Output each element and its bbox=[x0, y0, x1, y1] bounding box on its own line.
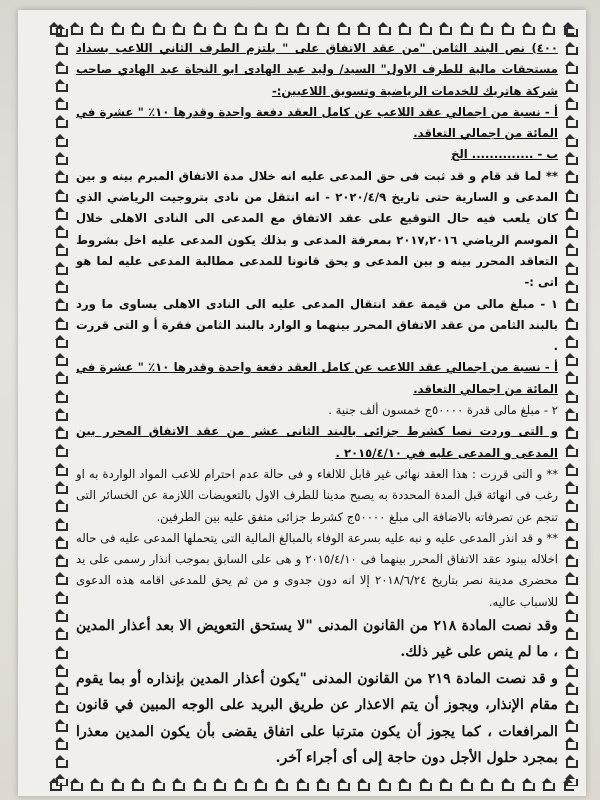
house-ornament-icon bbox=[377, 778, 389, 790]
house-ornament-icon bbox=[564, 755, 576, 767]
house-ornament-icon bbox=[54, 408, 66, 420]
house-ornament-icon bbox=[54, 134, 66, 146]
house-ornament-icon bbox=[564, 225, 576, 237]
clause-item-a: أ - نسبة من اجمالي عقد اللاعب عن كامل العقد دفعة واحدة وقدرها ١٠٪ " عشرة في المائة من اجمالي التعاقد. bbox=[76, 104, 558, 141]
house-ornament-icon bbox=[564, 646, 576, 658]
house-ornament-icon bbox=[54, 390, 66, 402]
house-ornament-icon bbox=[336, 778, 348, 790]
house-ornament-icon bbox=[564, 737, 576, 749]
house-ornament-icon bbox=[54, 627, 66, 639]
house-ornament-icon bbox=[54, 536, 66, 548]
house-ornament-icon bbox=[564, 499, 576, 511]
house-ornament-icon bbox=[564, 444, 576, 456]
house-ornament-icon bbox=[54, 42, 66, 54]
house-ornament-icon bbox=[541, 22, 553, 34]
house-ornament-icon bbox=[54, 646, 66, 658]
house-ornament-icon bbox=[479, 22, 491, 34]
house-ornament-icon bbox=[564, 481, 576, 493]
house-ornament-icon bbox=[54, 152, 66, 164]
house-ornament-icon bbox=[54, 170, 66, 182]
paragraph-claim: ** لما قد قام و قد ثبت فى حق المدعى عليه انه خلال مدة الاتفاق المبرم بينه و بين المدعى و السارية حتى تاريخ ٢٠٢٠/٤/٩ - انه انتقل من نادى بتروجيت الرياضي الذي كان يلعب فيه حال التوقيع على عقد الاتفاق مع المدعى الى النادى الاهلى خلال الموسم الرياضي ٢٠١٧,٢٠١٦ بمعرفة المدعى و بذلك يكون المدعى عليه اخل بشروط التعاقد المحرر بينه و بين المدعى و يحق قانونا للمدعى مطالبة المدعى عليه لما هو اتى :- bbox=[76, 168, 558, 290]
house-ornament-icon bbox=[521, 778, 533, 790]
house-ornament-icon bbox=[54, 317, 66, 329]
house-ornament-icon bbox=[564, 518, 576, 530]
house-ornament-icon bbox=[564, 700, 576, 712]
house-ornament-icon bbox=[54, 591, 66, 603]
house-ornament-icon bbox=[564, 774, 576, 786]
house-ornament-icon bbox=[500, 778, 512, 790]
house-ornament-icon bbox=[564, 572, 576, 584]
house-ornament-icon bbox=[564, 243, 576, 255]
house-ornament-icon bbox=[54, 262, 66, 274]
house-ornament-icon bbox=[54, 737, 66, 749]
paragraph-article-219: و قد نصت المادة ٢١٩ من القانون المدنى "يكون أعذار المدين بإنذاره أو بما يقوم مقام الإنذار، ويجوز أن يتم الاعذار عن طريق البريد على الوجه المبين في قانون المرافعات ، كما يجوز أن يكون مترتبا على اتفاق يقضى بأن يكون المدين معذرا بمجرد حلول الأجل دون حاجة إلى أى أجراء آخر. bbox=[76, 670, 559, 767]
house-ornament-icon bbox=[54, 755, 66, 767]
house-ornament-icon bbox=[54, 700, 66, 712]
house-ornament-icon bbox=[54, 719, 66, 731]
house-ornament-icon bbox=[564, 298, 576, 310]
house-ornament-icon bbox=[459, 778, 471, 790]
house-ornament-icon bbox=[418, 778, 430, 790]
house-ornament-icon bbox=[479, 778, 491, 790]
house-ornament-icon bbox=[564, 189, 576, 201]
house-ornament-icon bbox=[151, 778, 163, 790]
decorative-border-bottom bbox=[48, 778, 574, 792]
house-ornament-icon bbox=[564, 627, 576, 639]
house-ornament-icon bbox=[54, 115, 66, 127]
house-ornament-icon bbox=[564, 463, 576, 475]
house-ornament-icon bbox=[54, 664, 66, 676]
house-ornament-icon bbox=[564, 115, 576, 127]
house-ornament-icon bbox=[564, 664, 576, 676]
house-ornament-icon bbox=[54, 79, 66, 91]
house-ornament-icon bbox=[110, 778, 122, 790]
decorative-border-right bbox=[564, 24, 578, 786]
house-ornament-icon bbox=[564, 79, 576, 91]
house-ornament-icon bbox=[54, 426, 66, 438]
house-ornament-icon bbox=[212, 22, 224, 34]
house-ornament-icon bbox=[356, 22, 368, 34]
house-ornament-icon bbox=[564, 134, 576, 146]
house-ornament-icon bbox=[564, 426, 576, 438]
house-ornament-icon bbox=[192, 22, 204, 34]
house-ornament-icon bbox=[356, 778, 368, 790]
paragraph-article-218: وقد نصت المادة ٢١٨ من القانون المدنى "لا يستحق التعويض الا بعد أعذار المدين ، ما لم ينص على غير ذلك. bbox=[76, 618, 559, 661]
house-ornament-icon bbox=[54, 298, 66, 310]
house-ornament-icon bbox=[336, 22, 348, 34]
house-ornament-icon bbox=[315, 778, 327, 790]
house-ornament-icon bbox=[564, 97, 576, 109]
house-ornament-icon bbox=[564, 682, 576, 694]
house-ornament-icon bbox=[564, 42, 576, 54]
house-ornament-icon bbox=[377, 22, 389, 34]
house-ornament-icon bbox=[253, 22, 265, 34]
house-ornament-icon bbox=[89, 22, 101, 34]
document-page bbox=[18, 10, 586, 796]
paragraph-penalty-clause: و التى وردت نصا كشرط جزائى بالبند الثانى عشر من عقد الاتفاق المحرر بين المدعى و المدعى عليه في ٢٠١٥/٤/١٠ . bbox=[76, 424, 558, 460]
decorative-border-left bbox=[54, 24, 68, 786]
house-ornament-icon bbox=[564, 609, 576, 621]
house-ornament-icon bbox=[54, 243, 66, 255]
house-ornament-icon bbox=[130, 778, 142, 790]
house-ornament-icon bbox=[521, 22, 533, 34]
house-ornament-icon bbox=[397, 778, 409, 790]
house-ornament-icon bbox=[54, 353, 66, 365]
house-ornament-icon bbox=[564, 408, 576, 420]
house-ornament-icon bbox=[130, 22, 142, 34]
house-ornament-icon bbox=[564, 61, 576, 73]
paragraph-contract-terms: ** و التى قررت : هذا العقد نهائى غير قابل للالغاء و فى حالة عدم احترام للاعب المواد الواردة به او رغب فى انهائة قبل المدة المحددة به يصبح مدينا للطرف الاول بالتعويضات اللازمة عن الخسائر التى تنجم عن تصرفاته بالاضافة الى مبلغ ٥٠٠٠٠ج كشرط جزائى متفق عليه بين الطرفين. bbox=[76, 466, 558, 524]
paragraph-amount-one: ١ - مبلغ مالى من قيمة عقد انتقال المدعى عليه الى النادى الاهلى يساوى ما ورد بالبند الثامن من عقد الاتفاق المحرر بينهما و الوارد بالبند الثامن فقرة أ و التى قررت . bbox=[76, 296, 558, 354]
clause-item-a-repeat: أ - نسبة من اجمالي عقد اللاعب عن كامل العقد دفعة واحدة وقدرها ١٠٪ " عشرة في المائة من اجمالي التعاقد. bbox=[76, 360, 558, 396]
house-ornament-icon bbox=[564, 262, 576, 274]
house-ornament-icon bbox=[54, 572, 66, 584]
house-ornament-icon bbox=[233, 778, 245, 790]
house-ornament-icon bbox=[564, 353, 576, 365]
house-ornament-icon bbox=[151, 22, 163, 34]
house-ornament-icon bbox=[564, 554, 576, 566]
house-ornament-icon bbox=[69, 778, 81, 790]
paragraph-notice: ** و قد انذر المدعى عليه و نبه عليه بسرعة الوفاء بالمبالغ المالية التى يتحملها المدعى عليه فى حاله اخلاله ببنود عقد الاتفاق المحرر بينهما فى ٢٠١٥/٤/١٠ و هى على السابق بموجب انذار رسمى على يد محضرى مدينة نصر بتاريخ ٢٠١٨/٦/٢٤ إلا انه دون جدوى و من ثم يحق للمدعى اقامه هذه الدعوى للاسباب عاليه. bbox=[76, 530, 558, 609]
house-ornament-icon bbox=[564, 207, 576, 219]
house-ornament-icon bbox=[274, 22, 286, 34]
clause-item-b: ب - .............. الخ bbox=[451, 147, 558, 162]
house-ornament-icon bbox=[69, 22, 81, 34]
house-ornament-icon bbox=[171, 22, 183, 34]
house-ornament-icon bbox=[233, 22, 245, 34]
house-ornament-icon bbox=[171, 778, 183, 790]
house-ornament-icon bbox=[564, 591, 576, 603]
house-ornament-icon bbox=[315, 22, 327, 34]
house-ornament-icon bbox=[212, 778, 224, 790]
house-ornament-icon bbox=[500, 22, 512, 34]
house-ornament-icon bbox=[54, 207, 66, 219]
house-ornament-icon bbox=[54, 97, 66, 109]
house-ornament-icon bbox=[564, 371, 576, 383]
house-ornament-icon bbox=[54, 335, 66, 347]
house-ornament-icon bbox=[564, 280, 576, 292]
house-ornament-icon bbox=[564, 152, 576, 164]
house-ornament-icon bbox=[54, 225, 66, 237]
house-ornament-icon bbox=[54, 189, 66, 201]
house-ornament-icon bbox=[295, 778, 307, 790]
house-ornament-icon bbox=[564, 719, 576, 731]
house-ornament-icon bbox=[54, 280, 66, 292]
house-ornament-icon bbox=[438, 778, 450, 790]
house-ornament-icon bbox=[54, 481, 66, 493]
house-ornament-icon bbox=[564, 170, 576, 182]
paragraph-amount-two: ٢ - مبلغ مالى قدرة ٥٠٠٠٠ج خمسون ألف جنية . bbox=[328, 403, 558, 418]
house-ornament-icon bbox=[564, 390, 576, 402]
house-ornament-icon bbox=[274, 778, 286, 790]
house-ornament-icon bbox=[89, 778, 101, 790]
house-ornament-icon bbox=[459, 22, 471, 34]
house-ornament-icon bbox=[564, 536, 576, 548]
house-ornament-icon bbox=[54, 518, 66, 530]
house-ornament-icon bbox=[54, 444, 66, 456]
house-ornament-icon bbox=[54, 499, 66, 511]
house-ornament-icon bbox=[253, 778, 265, 790]
house-ornament-icon bbox=[54, 371, 66, 383]
house-ornament-icon bbox=[192, 778, 204, 790]
house-ornament-icon bbox=[54, 682, 66, 694]
house-ornament-icon bbox=[54, 61, 66, 73]
decorative-border-top bbox=[48, 22, 574, 36]
house-ornament-icon bbox=[438, 22, 450, 34]
house-ornament-icon bbox=[564, 317, 576, 329]
house-ornament-icon bbox=[564, 24, 576, 36]
house-ornament-icon bbox=[54, 463, 66, 475]
intro-paragraph: ٤٠٠) نص البند الثامن "من عقد الاتفاق على " يلتزم الطرف الثاني اللاعب بسداد مستحقات مالية للطرف الاول" السيد/ وليد عبد الهادى ابو النجاة عبد الهادي صاحب شركة هاتريك للخدمات الرياضية وتسويق اللاعبين:- bbox=[76, 41, 558, 98]
document-body bbox=[76, 38, 558, 772]
house-ornament-icon bbox=[54, 609, 66, 621]
house-ornament-icon bbox=[541, 778, 553, 790]
house-ornament-icon bbox=[397, 22, 409, 34]
house-ornament-icon bbox=[564, 335, 576, 347]
house-ornament-icon bbox=[54, 774, 66, 786]
house-ornament-icon bbox=[295, 22, 307, 34]
house-ornament-icon bbox=[54, 554, 66, 566]
house-ornament-icon bbox=[418, 22, 430, 34]
house-ornament-icon bbox=[110, 22, 122, 34]
house-ornament-icon bbox=[54, 24, 66, 36]
